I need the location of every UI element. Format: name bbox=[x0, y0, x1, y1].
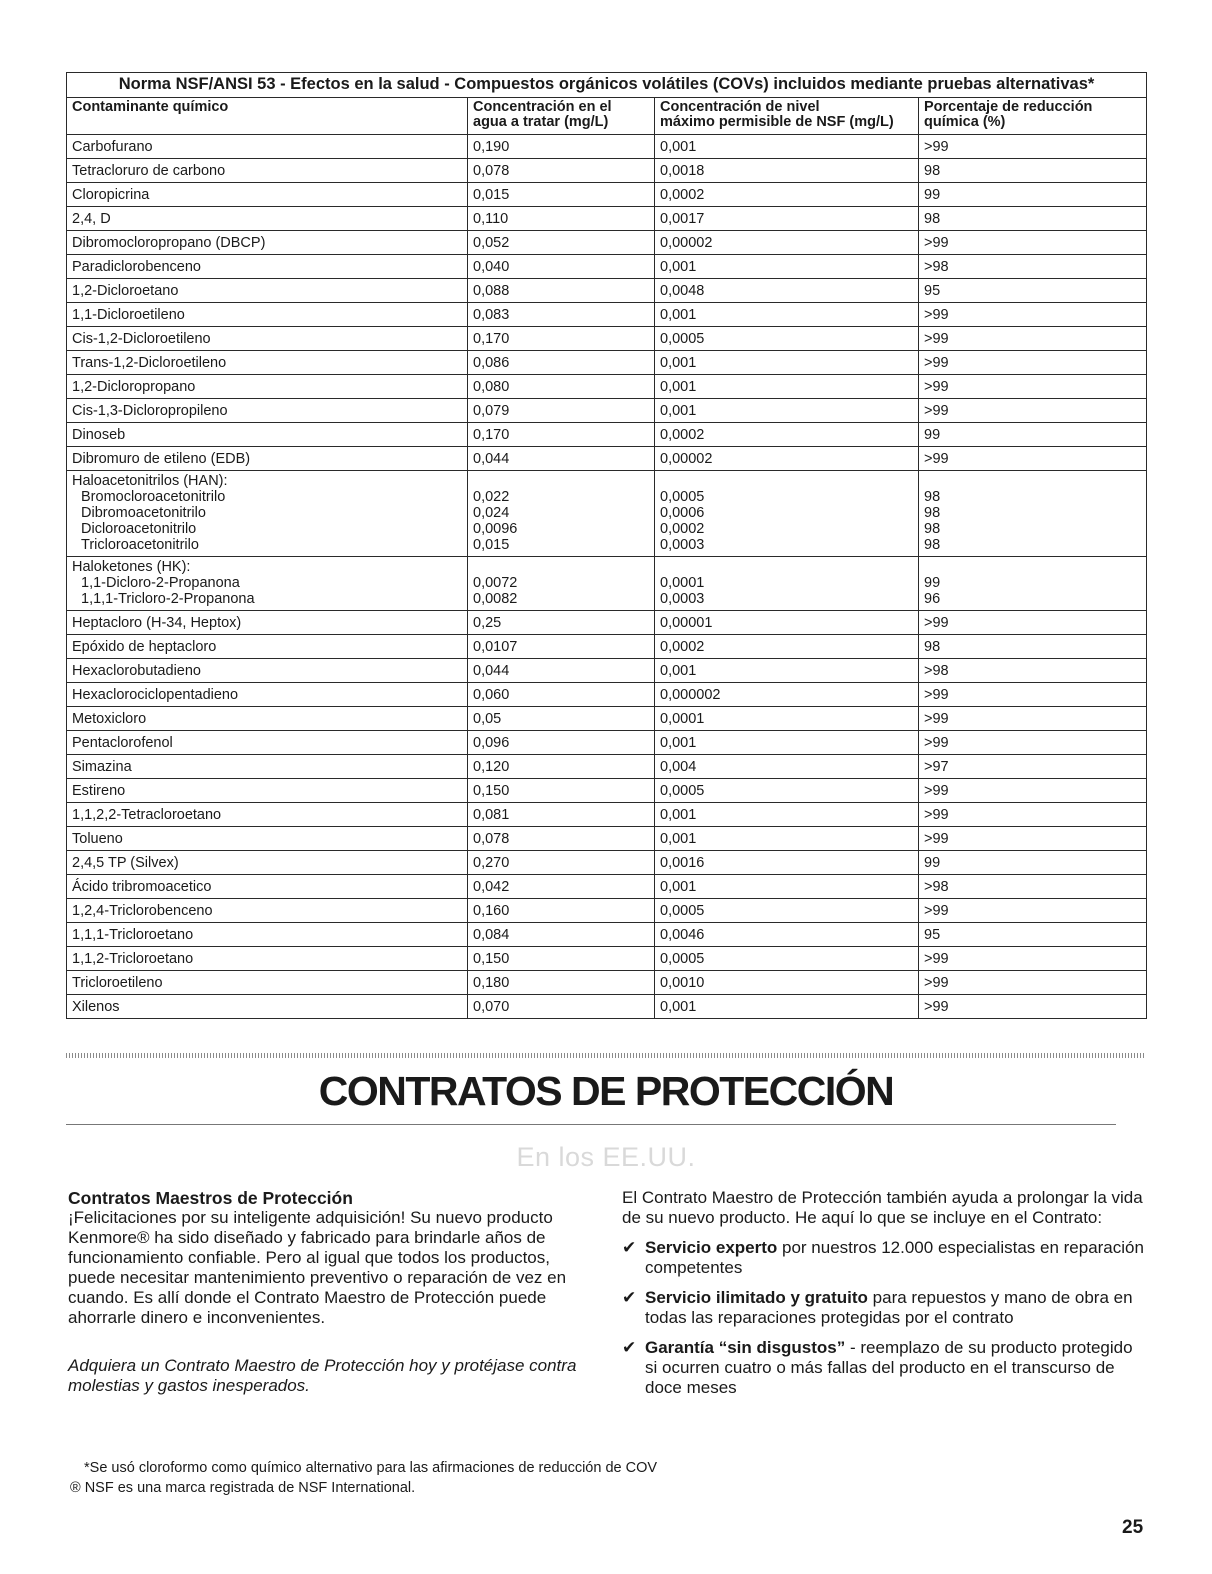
max-level-cell: 0,0001 bbox=[655, 707, 919, 731]
reduction-cell: >99 bbox=[919, 447, 1147, 471]
influent-cell: 0,078 bbox=[468, 827, 655, 851]
max-level-cell bbox=[655, 471, 919, 557]
max-level-cell: 0,0002 bbox=[655, 423, 919, 447]
max-level-cell: 0,00002 bbox=[655, 447, 919, 471]
influent-cell: 0,05 bbox=[468, 707, 655, 731]
table-row bbox=[67, 947, 1147, 971]
benefit-item bbox=[622, 1238, 1147, 1278]
table-row bbox=[67, 375, 1147, 399]
contaminant-cell: 2,4,5 TP (Silvex) bbox=[67, 851, 468, 875]
reduction-cell: >99 bbox=[919, 971, 1147, 995]
influent-cell: 0,088 bbox=[468, 279, 655, 303]
contaminant-cell: Xilenos bbox=[67, 995, 468, 1019]
max-level-cell: 0,0002 bbox=[655, 183, 919, 207]
influent-cell: 0,180 bbox=[468, 971, 655, 995]
contaminant-cell: Hexaclorobutadieno bbox=[67, 659, 468, 683]
table-row bbox=[67, 279, 1147, 303]
header-contaminant bbox=[67, 98, 468, 135]
section-title: CONTRATOS DE PROTECCIÓN bbox=[318, 1068, 894, 1114]
contaminant-cell: 1,2-Dicloropropano bbox=[67, 375, 468, 399]
reduction-cell: >99 bbox=[919, 779, 1147, 803]
header-influent-concentration bbox=[468, 98, 655, 135]
influent-cell: 0,150 bbox=[468, 947, 655, 971]
contaminant-cell: Heptacloro (H-34, Heptox) bbox=[67, 611, 468, 635]
reduction-cell: 99 bbox=[919, 851, 1147, 875]
reduction-cell bbox=[919, 557, 1147, 611]
contaminant-cell: Paradiclorobenceno bbox=[67, 255, 468, 279]
max-level-cell: 0,001 bbox=[655, 875, 919, 899]
table-row bbox=[67, 659, 1147, 683]
contaminant-cell: Tetracloruro de carbono bbox=[67, 159, 468, 183]
header-line: química (%) bbox=[924, 114, 1006, 130]
group-item: 98 bbox=[924, 521, 941, 537]
max-level-cell: 0,0005 bbox=[655, 327, 919, 351]
reduction-cell: >99 bbox=[919, 611, 1147, 635]
closing-paragraph: Adquiera un Contrato Maestro de Protección hoy y protéjase contra molestias y gastos inesperados. bbox=[68, 1356, 577, 1395]
contaminant-cell: Tolueno bbox=[67, 827, 468, 851]
table-group-row bbox=[67, 471, 1147, 557]
header-line: Porcentaje de reducción bbox=[924, 99, 1093, 115]
table-row bbox=[67, 875, 1147, 899]
reduction-cell: >99 bbox=[919, 803, 1147, 827]
max-level-cell: 0,001 bbox=[655, 659, 919, 683]
group-item: 0,0072 bbox=[473, 575, 518, 591]
group-item: 0,0006 bbox=[660, 505, 705, 521]
table-row bbox=[67, 255, 1147, 279]
contracts-heading: Contratos Maestros de Protección bbox=[68, 1188, 353, 1208]
benefit-title: Servicio experto bbox=[645, 1238, 778, 1257]
reduction-cell: >99 bbox=[919, 947, 1147, 971]
benefit-text: por nuestros 12.000 especialistas en reparación competentes bbox=[645, 1238, 1144, 1277]
group-item: 0,0096 bbox=[473, 521, 518, 537]
contaminant-cell: Epóxido de heptacloro bbox=[67, 635, 468, 659]
table-row bbox=[67, 399, 1147, 423]
influent-cell: 0,270 bbox=[468, 851, 655, 875]
spacer bbox=[473, 559, 649, 575]
reduction-cell: >99 bbox=[919, 399, 1147, 423]
contaminant-cell: 2,4, D bbox=[67, 207, 468, 231]
table-body bbox=[67, 135, 1147, 1019]
header-line: agua a tratar (mg/L) bbox=[473, 114, 609, 130]
spacer bbox=[924, 473, 1141, 489]
group-item: 98 bbox=[924, 505, 941, 521]
max-level-cell: 0,0005 bbox=[655, 779, 919, 803]
contaminant-cell bbox=[67, 471, 468, 557]
benefit-list bbox=[622, 1238, 1147, 1398]
max-level-cell: 0,001 bbox=[655, 375, 919, 399]
influent-cell bbox=[468, 471, 655, 557]
group-item: Dibromoacetonitrilo bbox=[81, 505, 206, 521]
reduction-cell: >99 bbox=[919, 731, 1147, 755]
table-row bbox=[67, 755, 1147, 779]
reduction-cell bbox=[919, 471, 1147, 557]
influent-cell: 0,060 bbox=[468, 683, 655, 707]
contaminant-cell: Trans-1,2-Dicloroetileno bbox=[67, 351, 468, 375]
influent-cell: 0,080 bbox=[468, 375, 655, 399]
influent-cell: 0,25 bbox=[468, 611, 655, 635]
group-item: 98 bbox=[924, 489, 941, 505]
benefit-text: - reemplazo de su producto protegido si ocurren cuatro o más fallas del producto en el transcurso de doce meses bbox=[645, 1338, 1133, 1397]
table-row bbox=[67, 923, 1147, 947]
max-level-cell: 0,000002 bbox=[655, 683, 919, 707]
reduction-cell: >97 bbox=[919, 755, 1147, 779]
benefit-title: Servicio ilimitado y gratuito bbox=[645, 1288, 868, 1307]
max-level-cell: 0,001 bbox=[655, 255, 919, 279]
header-line: Concentración de nivel bbox=[660, 99, 820, 115]
table-row bbox=[67, 183, 1147, 207]
spacer bbox=[924, 559, 1141, 575]
group-item: 1,1,1-Tricloro-2-Propanona bbox=[81, 591, 255, 607]
group-item: 0,015 bbox=[473, 537, 510, 553]
influent-cell: 0,044 bbox=[468, 447, 655, 471]
table-row bbox=[67, 827, 1147, 851]
max-level-cell: 0,0005 bbox=[655, 947, 919, 971]
header-line: máximo permisible de NSF (mg/L) bbox=[660, 114, 894, 130]
group-heading: Haloacetonitrilos (HAN): bbox=[72, 473, 228, 489]
page-number: 25 bbox=[1122, 1517, 1144, 1538]
table-row bbox=[67, 423, 1147, 447]
group-heading: Haloketones (HK): bbox=[72, 559, 191, 575]
table-row bbox=[67, 351, 1147, 375]
influent-cell: 0,096 bbox=[468, 731, 655, 755]
reduction-cell: >99 bbox=[919, 827, 1147, 851]
max-level-cell: 0,004 bbox=[655, 755, 919, 779]
contaminant-cell: Cis-1,3-Dicloropropileno bbox=[67, 399, 468, 423]
reduction-cell: >98 bbox=[919, 255, 1147, 279]
table-row bbox=[67, 707, 1147, 731]
group-item: Dicloroacetonitrilo bbox=[81, 521, 197, 537]
influent-cell: 0,084 bbox=[468, 923, 655, 947]
reduction-cell: >99 bbox=[919, 231, 1147, 255]
influent-cell: 0,052 bbox=[468, 231, 655, 255]
reduction-cell: >98 bbox=[919, 659, 1147, 683]
contaminant-cell: Cloropicrina bbox=[67, 183, 468, 207]
contaminant-cell: 1,1,1-Tricloroetano bbox=[67, 923, 468, 947]
contaminant-cell: Estireno bbox=[67, 779, 468, 803]
max-level-cell: 0,0046 bbox=[655, 923, 919, 947]
contaminant-cell: 1,1,2-Tricloroetano bbox=[67, 947, 468, 971]
reduction-cell: 95 bbox=[919, 279, 1147, 303]
max-level-cell: 0,001 bbox=[655, 995, 919, 1019]
group-item: 99 bbox=[924, 575, 941, 591]
reduction-cell: >99 bbox=[919, 327, 1147, 351]
nsf-contaminant-table bbox=[66, 72, 1147, 1019]
influent-cell: 0,086 bbox=[468, 351, 655, 375]
header-max-level bbox=[655, 98, 919, 135]
contract-intro: El Contrato Maestro de Protección también ayuda a prolongar la vida de su nuevo producto. He aquí lo que se incluye en el Contrato: bbox=[622, 1188, 1143, 1227]
contaminant-cell bbox=[67, 557, 468, 611]
contaminant-cell: Dinoseb bbox=[67, 423, 468, 447]
contaminant-cell: Ácido tribromoacetico bbox=[67, 875, 468, 899]
benefit-item bbox=[622, 1288, 1147, 1328]
intro-paragraph: ¡Felicitaciones por su inteligente adquisición! Su nuevo producto Kenmore® ha sido diseñado y fabricado para brindarle años de funcionamiento confiable. Pero al igual que todos los productos, puede necesitar mantenimiento preventivo o reparación de vez en cuando. Es allí donde el Contrato Maestro de Protección puede ahorrarle dinero e inconvenientes. bbox=[68, 1208, 567, 1327]
influent-cell: 0,0107 bbox=[468, 635, 655, 659]
footnote-chloroform: *Se usó cloroformo como químico alternativo para las afirmaciones de reducción de COV bbox=[84, 1460, 658, 1476]
table-header-row bbox=[67, 98, 1147, 135]
header-line: Concentración en el bbox=[473, 99, 612, 115]
max-level-cell: 0,0017 bbox=[655, 207, 919, 231]
table-row bbox=[67, 779, 1147, 803]
max-level-cell: 0,001 bbox=[655, 803, 919, 827]
influent-cell: 0,070 bbox=[468, 995, 655, 1019]
contaminant-cell: 1,2,4-Triclorobenceno bbox=[67, 899, 468, 923]
spacer bbox=[660, 559, 913, 575]
max-level-cell: 0,00001 bbox=[655, 611, 919, 635]
influent-cell: 0,160 bbox=[468, 899, 655, 923]
influent-cell: 0,150 bbox=[468, 779, 655, 803]
max-level-cell: 0,001 bbox=[655, 351, 919, 375]
table-title: Norma NSF/ANSI 53 - Efectos en la salud - Compuestos orgánicos volátiles (COVs) incluidos mediante pruebas alternativas* bbox=[67, 73, 1147, 98]
contaminant-cell: Carbofurano bbox=[67, 135, 468, 159]
footnotes bbox=[70, 1458, 657, 1498]
header-line: Contaminante químico bbox=[72, 99, 229, 115]
table-row bbox=[67, 971, 1147, 995]
benefit-item bbox=[622, 1338, 1147, 1398]
table-row bbox=[67, 327, 1147, 351]
max-level-cell: 0,0005 bbox=[655, 899, 919, 923]
influent-cell: 0,110 bbox=[468, 207, 655, 231]
table-row bbox=[67, 231, 1147, 255]
benefit-title: Garantía “sin disgustos” bbox=[645, 1338, 846, 1357]
table-row bbox=[67, 683, 1147, 707]
footnote-trademark: ® NSF es una marca registrada de NSF International. bbox=[70, 1480, 416, 1496]
influent-cell: 0,044 bbox=[468, 659, 655, 683]
reduction-cell: >98 bbox=[919, 875, 1147, 899]
influent-cell: 0,042 bbox=[468, 875, 655, 899]
right-column bbox=[622, 1188, 1147, 1408]
contaminant-cell: Tricloroetileno bbox=[67, 971, 468, 995]
group-item: 0,0003 bbox=[660, 537, 705, 553]
table-row bbox=[67, 159, 1147, 183]
table-row bbox=[67, 207, 1147, 231]
contaminant-cell: Cis-1,2-Dicloroetileno bbox=[67, 327, 468, 351]
group-item: 98 bbox=[924, 537, 941, 553]
reduction-cell: >99 bbox=[919, 899, 1147, 923]
table-row bbox=[67, 635, 1147, 659]
check-icon: ✔ bbox=[622, 1288, 637, 1307]
group-item: Bromocloroacetonitrilo bbox=[81, 489, 226, 505]
group-item: 0,022 bbox=[473, 489, 510, 505]
influent-cell: 0,079 bbox=[468, 399, 655, 423]
reduction-cell: >99 bbox=[919, 995, 1147, 1019]
reduction-cell: >99 bbox=[919, 135, 1147, 159]
max-level-cell: 0,001 bbox=[655, 399, 919, 423]
influent-cell: 0,040 bbox=[468, 255, 655, 279]
max-level-cell: 0,0002 bbox=[655, 635, 919, 659]
reduction-cell: >99 bbox=[919, 683, 1147, 707]
contaminant-cell: 1,1,2,2-Tetracloroetano bbox=[67, 803, 468, 827]
table-row bbox=[67, 135, 1147, 159]
influent-cell: 0,083 bbox=[468, 303, 655, 327]
reduction-cell: 99 bbox=[919, 183, 1147, 207]
header-reduction bbox=[919, 98, 1147, 135]
contaminant-cell: Metoxicloro bbox=[67, 707, 468, 731]
reduction-cell: >99 bbox=[919, 303, 1147, 327]
table-row bbox=[67, 803, 1147, 827]
table-row bbox=[67, 447, 1147, 471]
table-row bbox=[67, 303, 1147, 327]
influent-cell: 0,015 bbox=[468, 183, 655, 207]
reduction-cell: 98 bbox=[919, 635, 1147, 659]
group-item: 96 bbox=[924, 591, 941, 607]
max-level-cell: 0,0016 bbox=[655, 851, 919, 875]
max-level-cell: 0,001 bbox=[655, 303, 919, 327]
contaminant-cell: Dibromocloropropano (DBCP) bbox=[67, 231, 468, 255]
reduction-cell: >99 bbox=[919, 707, 1147, 731]
table-row bbox=[67, 995, 1147, 1019]
dotted-divider bbox=[66, 1053, 1146, 1058]
group-item: 0,0005 bbox=[660, 489, 705, 505]
contaminant-cell: Hexaclorociclopentadieno bbox=[67, 683, 468, 707]
title-underline bbox=[66, 1124, 1116, 1125]
influent-cell: 0,081 bbox=[468, 803, 655, 827]
influent-cell: 0,190 bbox=[468, 135, 655, 159]
max-level-cell: 0,00002 bbox=[655, 231, 919, 255]
max-level-cell bbox=[655, 557, 919, 611]
reduction-cell: 99 bbox=[919, 423, 1147, 447]
influent-cell: 0,170 bbox=[468, 327, 655, 351]
contaminant-cell: Pentaclorofenol bbox=[67, 731, 468, 755]
influent-cell bbox=[468, 557, 655, 611]
reduction-cell: >99 bbox=[919, 375, 1147, 399]
influent-cell: 0,078 bbox=[468, 159, 655, 183]
group-item: 1,1-Dicloro-2-Propanona bbox=[81, 575, 240, 591]
table-row bbox=[67, 899, 1147, 923]
check-icon: ✔ bbox=[622, 1238, 637, 1257]
contaminant-cell: 1,2-Dicloroetano bbox=[67, 279, 468, 303]
reduction-cell: 95 bbox=[919, 923, 1147, 947]
max-level-cell: 0,001 bbox=[655, 827, 919, 851]
spacer bbox=[660, 473, 913, 489]
max-level-cell: 0,0048 bbox=[655, 279, 919, 303]
table-group-row bbox=[67, 557, 1147, 611]
reduction-cell: 98 bbox=[919, 159, 1147, 183]
contaminant-cell: 1,1-Dicloroetileno bbox=[67, 303, 468, 327]
contaminant-cell: Simazina bbox=[67, 755, 468, 779]
group-item: 0,0003 bbox=[660, 591, 705, 607]
left-column bbox=[68, 1188, 593, 1396]
reduction-cell: 98 bbox=[919, 207, 1147, 231]
group-item: 0,0001 bbox=[660, 575, 705, 591]
max-level-cell: 0,0010 bbox=[655, 971, 919, 995]
max-level-cell: 0,001 bbox=[655, 731, 919, 755]
group-item: 0,0002 bbox=[660, 521, 705, 537]
max-level-cell: 0,001 bbox=[655, 135, 919, 159]
table-row bbox=[67, 851, 1147, 875]
group-item: Tricloroacetonitrilo bbox=[81, 537, 199, 553]
spacer bbox=[473, 473, 649, 489]
max-level-cell: 0,0018 bbox=[655, 159, 919, 183]
influent-cell: 0,170 bbox=[468, 423, 655, 447]
influent-cell: 0,120 bbox=[468, 755, 655, 779]
table-row bbox=[67, 731, 1147, 755]
check-icon: ✔ bbox=[622, 1338, 637, 1357]
region-label: En los EE.UU. bbox=[516, 1142, 696, 1172]
group-item: 0,024 bbox=[473, 505, 510, 521]
benefit-text: para repuestos y mano de obra en todas las reparaciones protegidas por el contrato bbox=[645, 1288, 1133, 1327]
table-row bbox=[67, 611, 1147, 635]
reduction-cell: >99 bbox=[919, 351, 1147, 375]
group-item: 0,0082 bbox=[473, 591, 518, 607]
contaminant-cell: Dibromuro de etileno (EDB) bbox=[67, 447, 468, 471]
